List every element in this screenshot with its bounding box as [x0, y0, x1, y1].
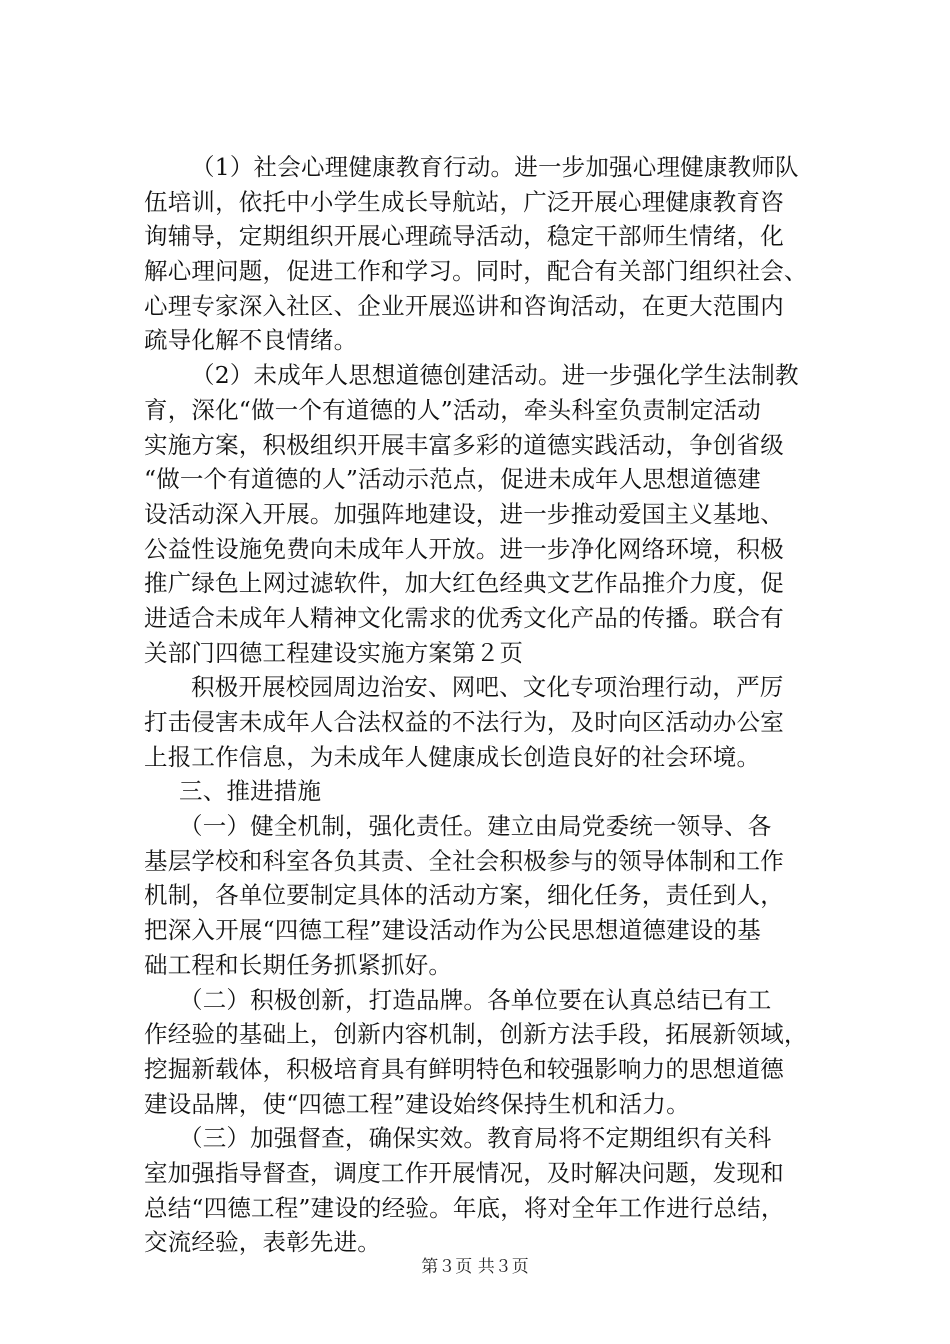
text-line: 疏导化解不良情绪。 [144, 326, 358, 355]
document-body [144, 150, 834, 1260]
text-line: 育，深化“做一个有道德的人”活动，牵头科室负责制定活动 [144, 395, 761, 424]
text-line: 推广绿色上网过滤软件，加大红色经典文艺作品推介力度，促 [144, 569, 784, 598]
text-line: 打击侵害未成年人合法权益的不法行为，及时向区活动办公室 [144, 708, 784, 736]
text-line: 基层学校和科室各负其责、全社会积极参与的领导体制和工作 [144, 846, 784, 875]
text-line: 把深入开展“四德工程”建设活动作为公民思想道德建设的基 [144, 916, 761, 945]
text-line: 关部门四德工程建设实施方案第２页 [144, 638, 524, 667]
text-line: 挖掘新载体，积极培育具有鲜明特色和较强影响力的思想道德 [144, 1054, 784, 1083]
text-line: 机制，各单位要制定具体的活动方案，细化任务，责任到人， [144, 881, 784, 910]
text-line: （二）积极创新，打造品牌。各单位要在认真总结已有工 [179, 985, 772, 1014]
text-line: （一）健全机制，强化责任。建立由局党委统一领导、各 [179, 812, 772, 841]
text-line: （2）未成年人思想道德创建活动。进一步强化学生法制教 [191, 361, 799, 390]
text-line: “做一个有道德的人”活动示范点，促进未成年人思想道德建 [144, 465, 761, 494]
text-line: 室加强指导督查，调度工作开展情况，及时解决问题，发现和 [144, 1158, 784, 1187]
text-line: 询辅导，定期组织开展心理疏导活动，稳定干部师生情绪，化 [144, 222, 784, 251]
text-line: 设活动深入开展。加强阵地建设，进一步推动爱国主义基地、 [144, 499, 784, 528]
text-line: 伍培训，依托中小学生成长导航站，广泛开展心理健康教育咨 [144, 187, 784, 216]
text-line: （1）社会心理健康教育行动。进一步加强心理健康教师队 [191, 153, 799, 181]
text-line: 解心理问题，促进工作和学习。同时，配合有关部门组织社会、 [144, 257, 808, 286]
text-line: 实施方案，积极组织开展丰富多彩的道德实践活动，争创省级 [144, 430, 784, 459]
text-line: 础工程和长期任务抓紧抓好。 [144, 950, 453, 979]
text-line: 上报工作信息，为未成年人健康成长创造良好的社会环境。 [144, 742, 761, 771]
text-line: 建设品牌，使“四德工程”建设始终保持生机和活力。 [144, 1089, 690, 1118]
text-line: （三）加强督查，确保实效。教育局将不定期组织有关科 [179, 1124, 772, 1153]
text-line: 公益性设施免费向未成年人开放。进一步净化网络环境，积极 [144, 534, 784, 563]
text-line: 作经验的基础上，创新内容机制，创新方法手段，拓展新领域， [144, 1020, 808, 1049]
text-line: 进适合未成年人精神文化需求的优秀文化产品的传播。联合有 [144, 603, 784, 632]
text-line: 积极开展校园周边治安、网吧、文化专项治理行动，严厉 [191, 673, 784, 702]
page-footer: 第３页 共３页 [421, 1257, 529, 1277]
text-line: 交流经验，表彰先进。 [144, 1228, 381, 1257]
text-line: 心理专家深入社区、企业开展巡讲和咨询活动，在更大范围内 [144, 291, 784, 320]
section-heading: 三、推进措施 [179, 777, 322, 806]
text-line: 总结“四德工程”建设的经验。年底，将对全年工作进行总结， [144, 1193, 785, 1222]
